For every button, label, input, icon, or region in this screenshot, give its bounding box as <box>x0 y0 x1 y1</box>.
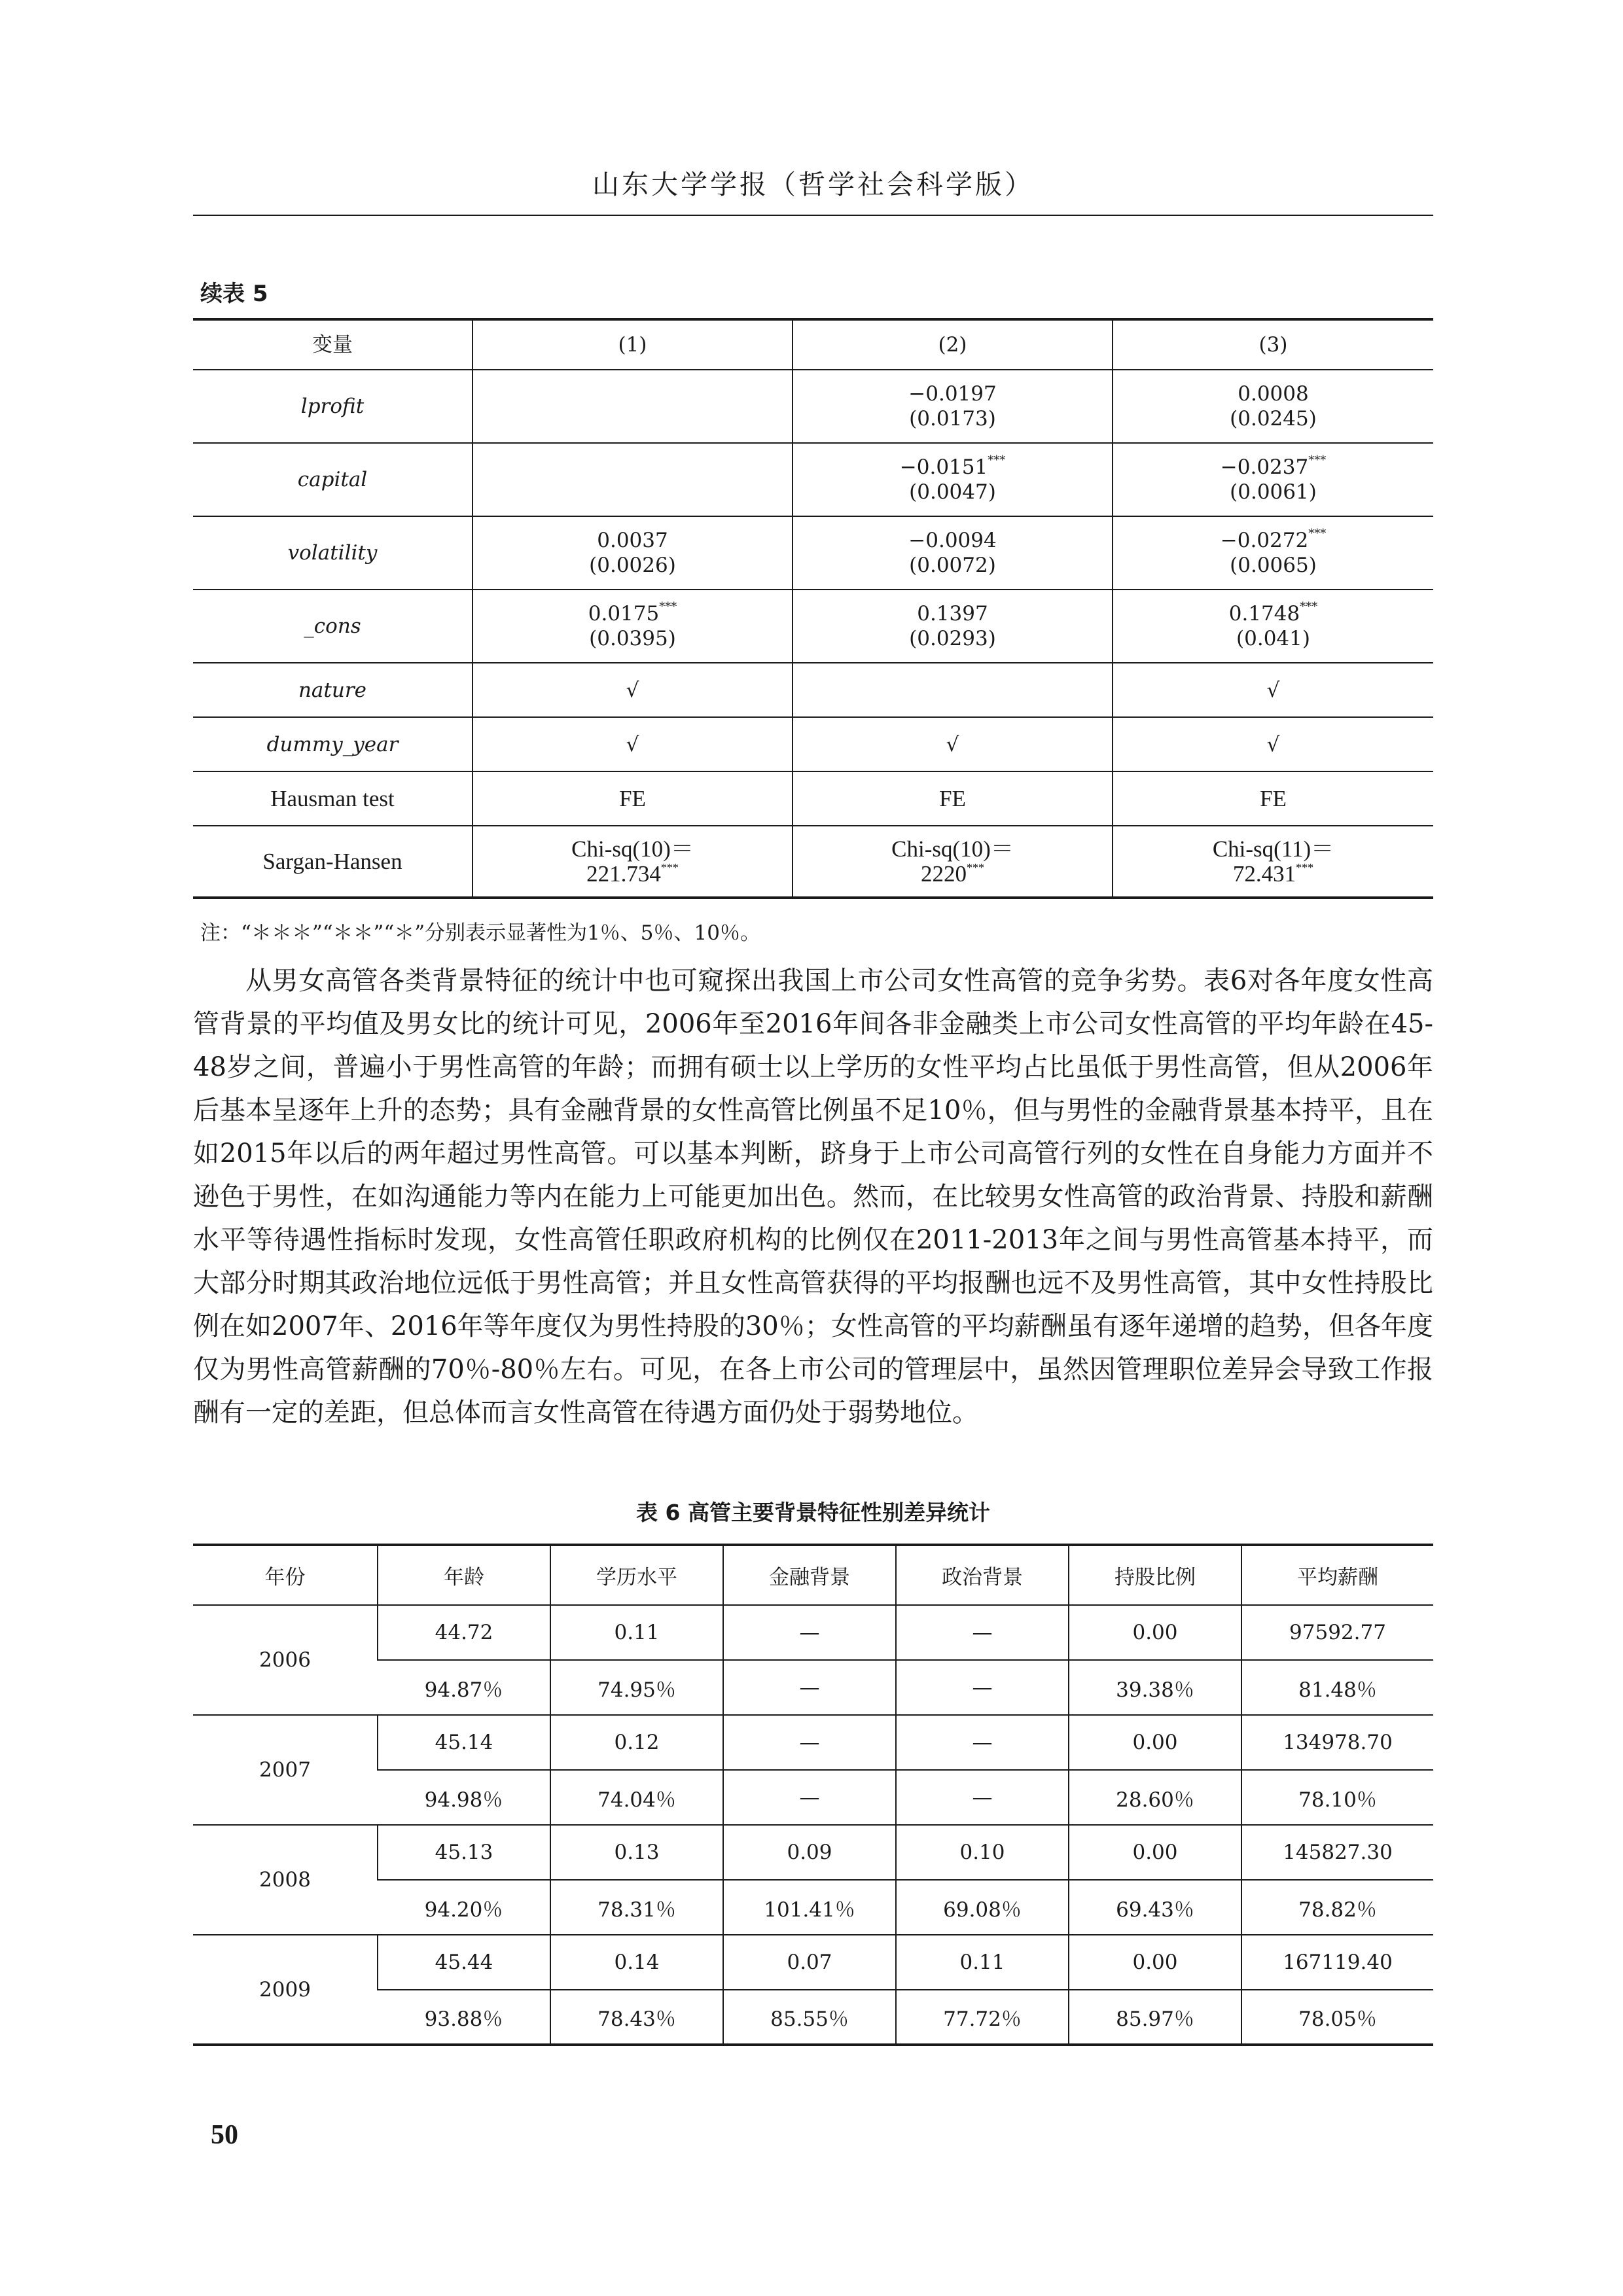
cell-line <box>1113 455 1433 480</box>
mean-value: 167119.40 <box>1241 1935 1433 1990</box>
cell-line <box>793 528 1112 553</box>
table-row <box>193 1825 1433 1880</box>
table-row <box>193 771 1433 826</box>
table5-body <box>193 319 1433 898</box>
cell-value: (0.0173) <box>909 407 996 431</box>
mean-value: 97592.77 <box>1241 1605 1433 1660</box>
cell-value: 0.0175 <box>588 602 660 626</box>
gender-ratio: 101.41％ <box>723 1880 896 1935</box>
mean-value: 44.72 <box>378 1605 550 1660</box>
control-check: √ <box>473 663 793 717</box>
table-row <box>193 663 1433 717</box>
table-row <box>193 1935 1433 1990</box>
significance-stars: *** <box>988 453 1006 467</box>
mean-value: 0.13 <box>550 1825 723 1880</box>
gender-ratio: 93.88％ <box>378 1990 550 2045</box>
mean-value: 0.11 <box>550 1605 723 1660</box>
cell-value: −0.0197 <box>908 382 997 406</box>
cell-value: (0.041) <box>1236 627 1310 650</box>
cell-value: (0.0026) <box>589 554 676 577</box>
mean-value: 0.00 <box>1069 1825 1241 1880</box>
control-check <box>793 663 1113 717</box>
coefficient-cell <box>793 516 1113 590</box>
cell-value: 2220 <box>921 860 967 887</box>
mean-value: 0.11 <box>896 1935 1069 1990</box>
variable-name: _cons <box>193 590 473 663</box>
cell-value: 0.0037 <box>597 529 668 552</box>
header-rule <box>193 215 1433 216</box>
running-header: 山东大学学报（哲学社会科学版） <box>592 169 1034 200</box>
coefficient-cell <box>473 516 793 590</box>
significance-stars: *** <box>1300 600 1318 614</box>
cell-line <box>793 553 1112 578</box>
gender-ratio: 69.43％ <box>1069 1880 1241 1935</box>
cell-value: 0.0008 <box>1238 382 1309 406</box>
cell-value: 221.734 <box>586 860 661 887</box>
cell-line <box>1113 626 1433 651</box>
mean-value: 0.00 <box>1069 1935 1241 1990</box>
cell-line <box>1113 601 1433 626</box>
cell-value: (0.0245) <box>1230 407 1317 431</box>
year-cell: 2007 <box>193 1715 378 1825</box>
gender-ratio: 78.05％ <box>1241 1990 1433 2045</box>
table-row <box>193 1990 1433 2045</box>
test-result <box>473 826 793 898</box>
mean-value: 0.00 <box>1069 1715 1241 1770</box>
cell-value: (0.0072) <box>909 554 996 577</box>
cell-line <box>793 862 1112 887</box>
table-row <box>193 717 1433 771</box>
coefficient-cell <box>793 370 1113 443</box>
coefficient-cell <box>473 443 793 516</box>
gender-ratio: 28.60％ <box>1069 1770 1241 1825</box>
mean-value: 145827.30 <box>1241 1825 1433 1880</box>
cell-value: (0.0395) <box>589 627 676 650</box>
table-row <box>193 370 1433 443</box>
mean-value: 134978.70 <box>1241 1715 1433 1770</box>
mean-value: 0.14 <box>550 1935 723 1990</box>
variable-name: volatility <box>193 516 473 590</box>
table-row <box>193 826 1433 898</box>
variable-name: dummy_year <box>193 717 473 771</box>
column-header: (1) <box>473 319 793 370</box>
cell-value: Chi-sq(10)＝ <box>891 836 1014 862</box>
coefficient-cell <box>793 443 1113 516</box>
variable-name: capital <box>193 443 473 516</box>
significance-stars: *** <box>1308 527 1327 540</box>
table-row <box>193 1660 1433 1715</box>
gender-ratio: — <box>896 1660 1069 1715</box>
mean-value: 0.00 <box>1069 1605 1241 1660</box>
cell-line <box>793 455 1112 480</box>
column-header: 金融背景 <box>723 1545 896 1605</box>
gender-ratio: 74.04％ <box>550 1770 723 1825</box>
mean-value: 0.09 <box>723 1825 896 1880</box>
column-header: 政治背景 <box>896 1545 1069 1605</box>
significance-stars: *** <box>659 600 677 614</box>
coefficient-cell <box>473 590 793 663</box>
year-cell: 2006 <box>193 1605 378 1715</box>
gender-ratio: 78.82％ <box>1241 1880 1433 1935</box>
cell-line <box>1113 406 1433 431</box>
mean-value: — <box>723 1715 896 1770</box>
mean-value: 0.10 <box>896 1825 1069 1880</box>
control-check: √ <box>473 717 793 771</box>
page-number: 50 <box>211 2120 238 2150</box>
cell-value: −0.0237 <box>1220 455 1309 479</box>
mean-value: 0.07 <box>723 1935 896 1990</box>
cell-line <box>1113 480 1433 504</box>
cell-line <box>793 601 1112 626</box>
cell-value: (0.0061) <box>1230 480 1317 504</box>
cell-line <box>473 626 792 651</box>
cell-value: Chi-sq(11)＝ <box>1212 836 1334 862</box>
column-header: 变量 <box>312 333 353 357</box>
table6-caption: 表 6 高管主要背景特征性别差异统计 <box>636 1500 990 1525</box>
test-label: Hausman test <box>193 771 473 826</box>
test-label: Sargan-Hansen <box>193 826 473 898</box>
gender-ratio: 94.98％ <box>378 1770 550 1825</box>
coefficient-cell <box>793 590 1113 663</box>
cell-line <box>793 837 1112 862</box>
test-result: FE <box>1113 771 1433 826</box>
table-row <box>193 319 1433 370</box>
year-cell: 2008 <box>193 1825 378 1935</box>
mean-value: 45.14 <box>378 1715 550 1770</box>
cell-value: (0.0293) <box>909 627 996 650</box>
cell-line <box>1113 381 1433 406</box>
table-row <box>193 1605 1433 1660</box>
test-result <box>793 826 1113 898</box>
column-header: 持股比例 <box>1069 1545 1241 1605</box>
significance-stars: *** <box>1308 453 1327 467</box>
cell-value: −0.0094 <box>908 529 997 552</box>
table-row <box>193 516 1433 590</box>
test-result <box>1113 826 1433 898</box>
coefficient-cell <box>1113 590 1433 663</box>
coefficient-cell <box>473 370 793 443</box>
cell-line <box>1113 553 1433 578</box>
cell-line <box>473 553 792 578</box>
table5 <box>193 318 1433 899</box>
cell-line <box>793 381 1112 406</box>
significance-stars: *** <box>967 860 984 874</box>
coefficient-cell <box>1113 443 1433 516</box>
column-header: 学历水平 <box>550 1545 723 1605</box>
column-header: 平均薪酬 <box>1241 1545 1433 1605</box>
control-check: √ <box>793 717 1113 771</box>
significance-stars: *** <box>660 860 679 874</box>
gender-ratio: 78.10％ <box>1241 1770 1433 1825</box>
gender-ratio: 81.48％ <box>1241 1660 1433 1715</box>
cell-line <box>793 480 1112 504</box>
table-row <box>193 1880 1433 1935</box>
gender-ratio: 74.95％ <box>550 1660 723 1715</box>
gender-ratio: — <box>896 1770 1069 1825</box>
cell-line <box>793 626 1112 651</box>
body-paragraph: 从男女高管各类背景特征的统计中也可窥探出我国上市公司女性高管的竞争劣势。表6对各年度女性高管背景的平均值及男女比的统计可见，2006年至2016年间各非金融类上市公司女性高管的平均年龄在45-48岁之间，普遍小于男性高管的年龄；而拥有硕士以上学历的女性平均占比虽低于男性高管，但从2006年后基本呈逐年上升的态势；具有金融背景的女性高管比例虽不足10％，但与男性的金融背景基本持平，且在如2015年以后的两年超过男性高管。可以基本判断，跻身于上市公司高管行列的女性在自身能力方面并不逊色于男性，在如沟通能力等内在能力上可能更加出色。然而，在比较男女性高管的政治背景、持股和薪酬水平等待遇性指标时发现，女性高管任职政府机构的比例仅在2011-2013年之间与男性高管基本持平，而大部分时期其政治地位远低于男性高管；并且女性高管获得的平均报酬也远不及男性高管，其中女性持股比例在如2007年、2016年等年度仅为男性持股的30％；女性高管的平均薪酬虽有逐年递增的趋势，但各年度仅为男性高管薪酬的70％-80％左右。可见，在各上市公司的管理层中，虽然因管理职位差异会导致工作报酬有一定的差距，但总体而言女性高管在待遇方面仍处于弱势地位。 <box>193 966 1433 1428</box>
cell-line <box>473 862 792 887</box>
column-header: 年龄 <box>378 1545 550 1605</box>
table6 <box>193 1544 1433 2046</box>
mean-value: 0.12 <box>550 1715 723 1770</box>
gender-ratio: 77.72％ <box>896 1990 1069 2045</box>
gender-ratio: 94.87％ <box>378 1660 550 1715</box>
significance-stars: *** <box>1296 860 1314 874</box>
test-result: FE <box>473 771 793 826</box>
cell-value: 72.431 <box>1232 860 1296 887</box>
mean-value: — <box>723 1605 896 1660</box>
column-header: 年份 <box>264 1566 306 1589</box>
cell-line <box>473 837 792 862</box>
cell-value: (0.0047) <box>909 480 996 504</box>
cell-value: −0.0272 <box>1220 529 1309 552</box>
table-row <box>193 1715 1433 1770</box>
cell-line <box>1113 837 1433 862</box>
gender-ratio: 69.08％ <box>896 1880 1069 1935</box>
coefficient-cell <box>1113 516 1433 590</box>
cell-value: Chi-sq(10)＝ <box>571 836 694 862</box>
gender-ratio: 78.31％ <box>550 1880 723 1935</box>
table5-title: 续表 5 <box>200 281 268 307</box>
gender-ratio: 78.43％ <box>550 1990 723 2045</box>
cell-value: −0.0151 <box>899 455 988 479</box>
mean-value: 45.13 <box>378 1825 550 1880</box>
table-row <box>193 1770 1433 1825</box>
gender-ratio: — <box>723 1660 896 1715</box>
cell-line <box>793 406 1112 431</box>
test-result: FE <box>793 771 1113 826</box>
cell-line <box>1113 862 1433 887</box>
variable-name: nature <box>193 663 473 717</box>
cell-line <box>473 601 792 626</box>
mean-value: — <box>896 1715 1069 1770</box>
variable-name: lprofit <box>193 370 473 443</box>
column-header: (2) <box>793 319 1113 370</box>
coefficient-cell <box>1113 370 1433 443</box>
mean-value: 45.44 <box>378 1935 550 1990</box>
table-row <box>193 1545 1433 1605</box>
table6-body <box>193 1545 1433 2045</box>
control-check: √ <box>1113 717 1433 771</box>
cell-value: 0.1748 <box>1228 602 1300 626</box>
year-cell: 2009 <box>193 1935 378 2045</box>
gender-ratio: 94.20％ <box>378 1880 550 1935</box>
table-row <box>193 443 1433 516</box>
cell-line <box>473 528 792 553</box>
cell-value: 0.1397 <box>917 602 988 626</box>
gender-ratio: 39.38％ <box>1069 1660 1241 1715</box>
cell-line <box>1113 528 1433 553</box>
control-check: √ <box>1113 663 1433 717</box>
gender-ratio: 85.97％ <box>1069 1990 1241 2045</box>
table5-note: 注：“＊＊＊”“＊＊”“＊”分别表示显著性为1％、5％、10％。 <box>200 921 760 945</box>
gender-ratio: 85.55％ <box>723 1990 896 2045</box>
cell-value: (0.0065) <box>1230 554 1317 577</box>
column-header: (3) <box>1113 319 1433 370</box>
table-row <box>193 590 1433 663</box>
mean-value: — <box>896 1605 1069 1660</box>
gender-ratio: — <box>723 1770 896 1825</box>
